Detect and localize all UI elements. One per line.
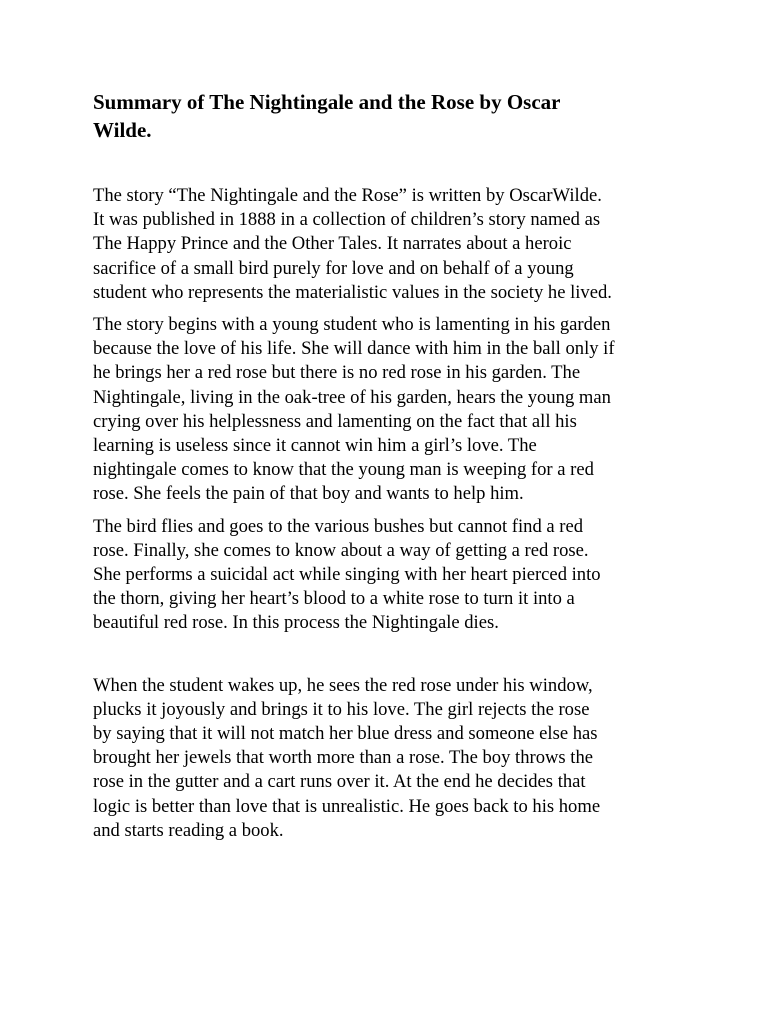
paragraph-3: The bird flies and goes to the various bushes but cannot find a red rose. Finally, she comes to know about a way of getting a red rose. She performs a suicidal act while singing with her heart pierced into the thorn, giving her heart’s blood to a white rose to turn it into a beautiful red rose. In this process the Nightingale dies.	[93, 515, 601, 634]
document-title: Summary of The Nightingale and the Rose by Oscar Wilde.	[93, 90, 561, 142]
paragraph-2: The story begins with a young student who is lamenting in his garden because the love of his life. She will dance with him in the ball only if he brings her a red rose but there is no red rose in his garden. The Nightingale, living in the oak-tree of his garden, hears the young man crying over his helplessness and lamenting on the fact that all his learning is useless since it cannot win him a girl’s love. The nightingale comes to know that the young man is weeping for a red rose. She feels the pain of that boy and wants to help him.	[93, 314, 615, 505]
paragraph-1: The story “The Nightingale and the Rose” is written by OscarWilde. It was published in 1888 in a collection of children’s story named as The Happy Prince and the Other Tales. It narrates about a heroic sacrifice of a small bird purely for love and on behalf of a young student who represents the materialistic values in the society he lived.	[93, 185, 612, 303]
document-page	[93, 88, 683, 851]
paragraph-4: When the student wakes up, he sees the red rose under his window, plucks it joyously and brings it to his love. The girl rejects the rose by saying that it will not match her blue dress and someone else has brought her jewels that worth more than a rose. The boy throws the rose in the gutter and a cart runs over it. At the end he decides that logic is better than love that is unrealistic. He goes back to his home and starts reading a book.	[93, 674, 601, 841]
